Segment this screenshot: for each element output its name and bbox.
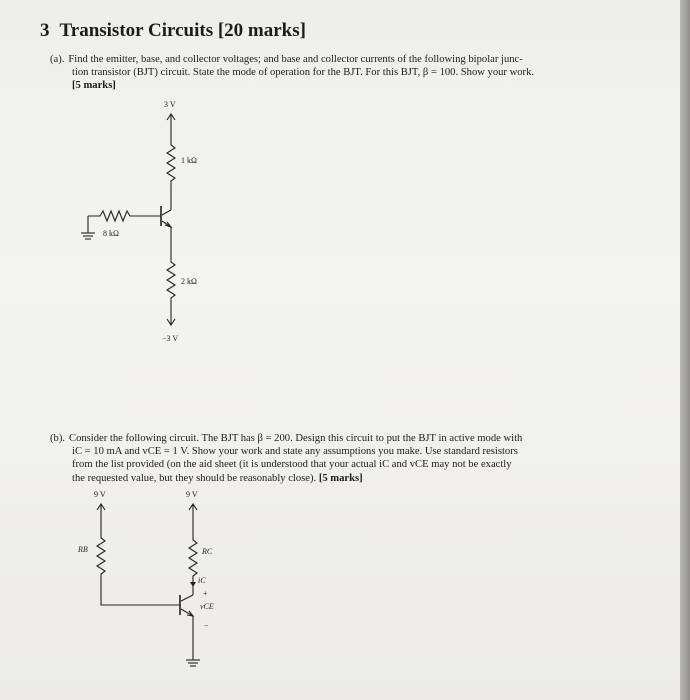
circuit-a-label-3v: 3 V bbox=[164, 100, 176, 109]
circuit-a-label-2k: 2 kΩ bbox=[181, 277, 197, 286]
circuit-b-label-rc: RC bbox=[202, 547, 213, 556]
part-a-line1: Find the emitter, base, and collector voltages; and base and collector currents of the following bipolar junc- bbox=[68, 54, 523, 65]
circuit-b-label-9v-left: 9 V bbox=[94, 490, 106, 499]
part-a-line2: tion transistor (BJT) circuit. State the mode of operation for the BJT. For this BJT, β = 100. Show your work. bbox=[72, 67, 535, 79]
circuit-b-label-plus: + bbox=[203, 589, 208, 598]
circuit-a-label-minus3v: −3 V bbox=[162, 334, 179, 343]
circuit-a-label-8k: 8 kΩ bbox=[103, 229, 119, 238]
circuit-b-ic-arrow bbox=[190, 582, 196, 587]
circuit-b-label-rb: RB bbox=[78, 545, 88, 554]
circuit-b-label-ic: iC bbox=[198, 576, 206, 585]
part-b-label: (b). bbox=[50, 433, 66, 444]
circuit-b-emitter bbox=[181, 609, 193, 616]
circuit-a-label-1k: 1 kΩ bbox=[181, 156, 197, 165]
part-b-line1: Consider the following circuit. The BJT has β = 200. Design this circuit to put the BJT in active mode with bbox=[69, 433, 523, 444]
circuit-b-collector bbox=[181, 595, 193, 601]
part-b-line4: the requested value, but they should be reasonably close). bbox=[72, 472, 317, 484]
circuit-b-label-vce: vCE bbox=[200, 602, 214, 611]
part-a-marks: [5 marks] bbox=[72, 80, 116, 92]
part-a-label: (a). bbox=[50, 54, 65, 65]
circuit-b-label-9v-right: 9 V bbox=[186, 490, 198, 499]
question-title: Transistor Circuits [20 marks] bbox=[59, 20, 306, 41]
part-b-line2: iC = 10 mA and vCE = 1 V. Show your work and state any assumptions you make. Use standard resistors bbox=[72, 446, 518, 458]
circuit-b-label-minus: − bbox=[204, 621, 209, 630]
circuit-b-resistor-rb bbox=[97, 528, 180, 605]
part-b-line3: from the list provided (on the aid sheet (it is understood that your actual iC and vCE may not be exactly bbox=[72, 459, 512, 471]
part-b-marks: [5 marks] bbox=[318, 472, 363, 484]
question-number: 3 bbox=[40, 20, 50, 41]
